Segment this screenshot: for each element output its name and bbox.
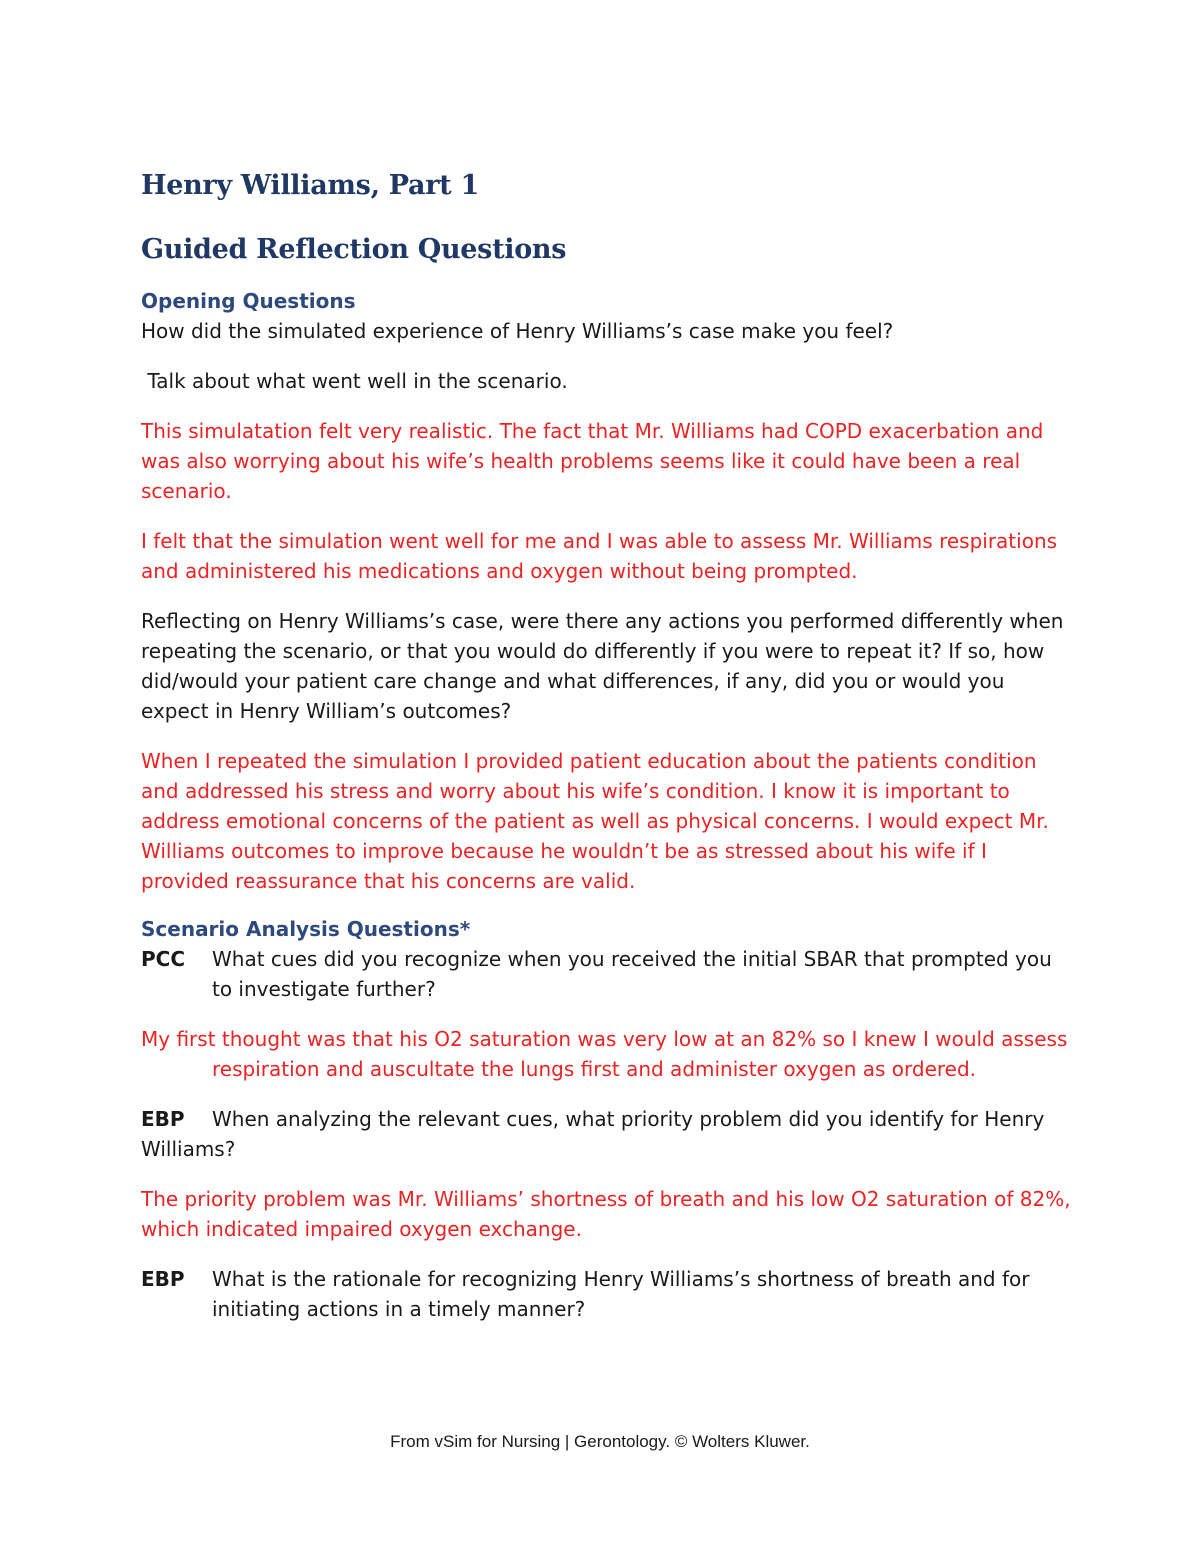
question-went-well: Talk about what went well in the scenario. [141, 369, 568, 393]
answer-repeat-scenario: When I repeated the simulation I provided patient education about the patients condition and addressed his stress and worry about his wife’s condition. I know it is important to address emotional concerns of the patient as well as physical concerns. I would expect Mr. Williams outcomes to improve because he wouldn’t be as stressed about his wife if I provided reassurance that his concerns are valid. [141, 749, 1049, 893]
document-body [141, 166, 1071, 1324]
question-text: What is the rationale for recognizing Henry Williams’s shortness of breath and for initiating actions in a timely manner? [212, 1267, 1030, 1321]
answer-ebp-priority: The priority problem was Mr. Williams’ shortness of breath and his low O2 saturation of 82%, which indicated impaired oxygen exchange. [141, 1187, 1071, 1241]
answer-realistic: This simulatation felt very realistic. The fact that Mr. Williams had COPD exacerbation and was also worrying about his wife’s health problems seems like it could have been a real scenario. [141, 419, 1044, 503]
question-pcc-cues [141, 944, 1071, 1004]
question-ebp-rationale [141, 1264, 1071, 1324]
document-title: Henry Williams, Part 1 [141, 170, 479, 201]
answer-pcc-cues: My first thought was that his O2 saturation was very low at an 82% so I knew I would assess respiration and auscultate the lungs first and administer oxygen as ordered. [141, 1027, 1068, 1081]
page-footer: From vSim for Nursing | Gerontology. © Wolters Kluwer. [390, 1432, 810, 1451]
question-tag-ebp: EBP [141, 1107, 185, 1131]
question-text: What cues did you recognize when you received the initial SBAR that prompted you to investigate further? [212, 947, 1052, 1001]
question-text: When analyzing the relevant cues, what priority problem did you identify for Henry Williams? [141, 1107, 1045, 1161]
question-tag-pcc: PCC [141, 947, 186, 971]
question-repeat-scenario: Reflecting on Henry Williams’s case, were there any actions you performed differently when repeating the scenario, or that you would do differently if you were to repeat it? If so, how did/would your patient care change and what differences, if any, did you or would you expect in Henry William’s outcomes? [141, 609, 1064, 723]
opening-questions-heading: Opening Questions [141, 289, 356, 313]
question-feelings: How did the simulated experience of Henry Williams’s case make you feel? [141, 319, 894, 343]
document-subtitle: Guided Reflection Questions [141, 234, 567, 265]
scenario-analysis-heading: Scenario Analysis Questions* [141, 917, 471, 941]
question-ebp-priority [141, 1104, 1071, 1164]
answer-went-well: I felt that the simulation went well for me and I was able to assess Mr. Williams respirations and administered his medications and oxygen without being prompted. [141, 529, 1058, 583]
question-tag-ebp: EBP [141, 1267, 185, 1291]
